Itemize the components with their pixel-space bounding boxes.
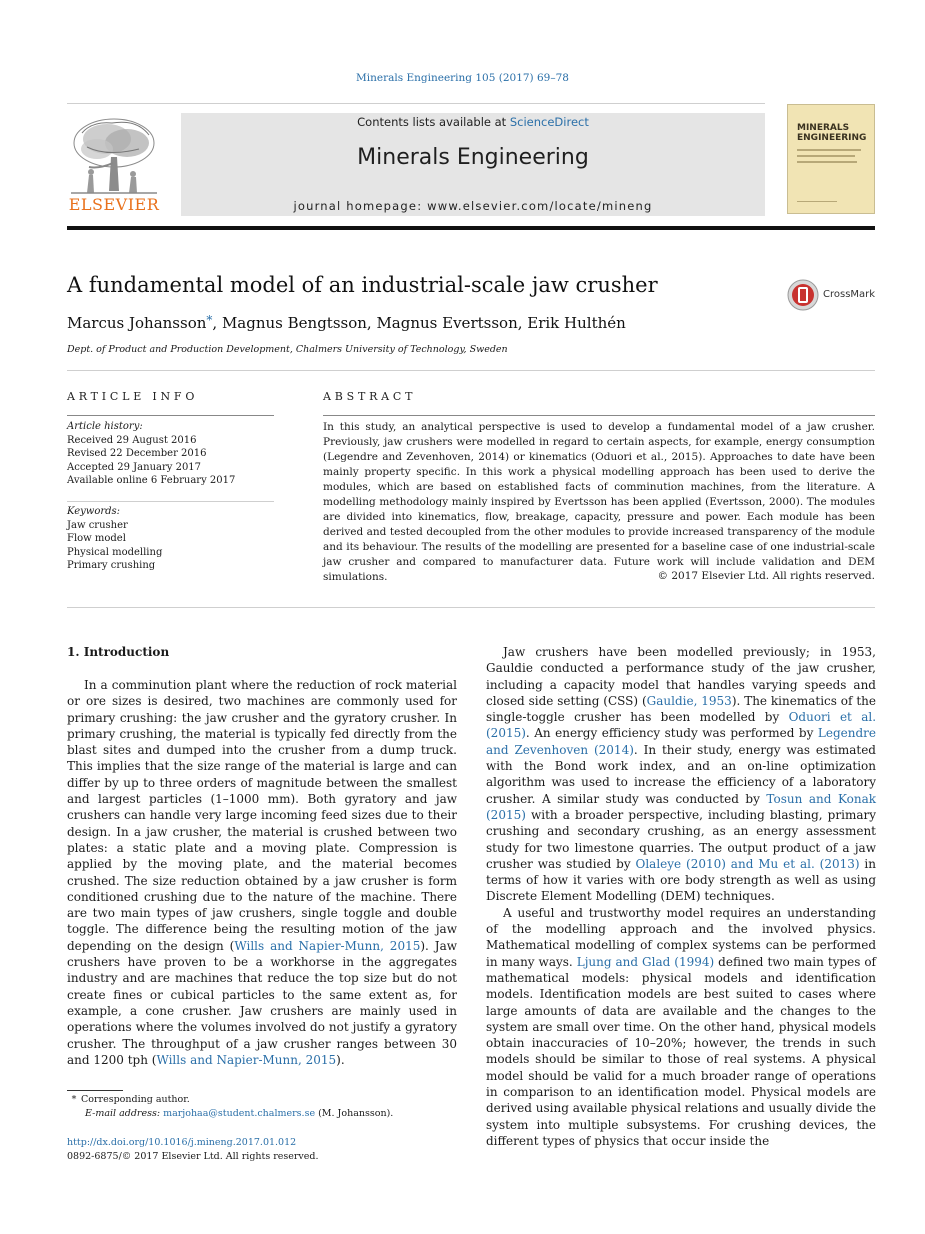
journal-cover-image bbox=[787, 104, 875, 214]
paragraph-text: . An energy efficiency study was performed by bbox=[525, 726, 818, 741]
issn-line: 0892-6875/© 2017 Elsevier Ltd. All rights reserved. bbox=[67, 1151, 319, 1162]
paragraph-text: in terms of how it varies with ore body strength as well as using Discrete Element Modelling (DEM) techniques. bbox=[486, 856, 876, 904]
citation-link[interactable]: Wills and Napier-Munn, 2015 bbox=[234, 938, 421, 953]
citation-link[interactable]: Ljung and Glad (1994) bbox=[576, 954, 715, 969]
cover-decoration bbox=[797, 149, 861, 151]
article-history bbox=[67, 420, 274, 488]
cover-decoration bbox=[797, 155, 855, 157]
section-heading: 1. Introduction bbox=[67, 645, 170, 659]
abstract-text: In this study, an analytical perspective is used to develop a fundamental model of a jaw crusher. Previously, jaw crushers were modelled in regard to certain aspects, for example, energy consumption (Legendre and Zevenhoven, 2014) or kinematics (Oduori et al., 2015). Approaches to date have been mainly property specific. In this work a physical modelling approach has been used to derive the modules, which are based on established facts of comminution machines, from the literature. A modelling methodology mainly inspired by Evertsson has been applied (Evertsson, 2000). The modules are divided into kinematics, flow, breakage, capacity, pressure and power. Each module has been derived and tested decoupled from the other modules to provide increased transparency of the module and its behaviour. The results of the modelling are presented for a baseline case of one industrial-scale jaw crusher and compared to manufacturer data. Future work will include validation and DEM simulations. bbox=[323, 421, 875, 583]
citation-link[interactable]: Wills and Napier-Munn, 2015 bbox=[156, 1052, 337, 1067]
crossmark-badge[interactable] bbox=[787, 279, 877, 311]
citation-link[interactable]: Tosun and Konak (2015) bbox=[486, 791, 876, 822]
keyword: Jaw crusher bbox=[67, 519, 128, 531]
paragraph bbox=[67, 677, 457, 1068]
keywords-label: Keywords: bbox=[67, 506, 121, 517]
cover-title bbox=[797, 123, 866, 143]
journal-reference[interactable]: Minerals Engineering 105 (2017) 69–78 bbox=[356, 72, 569, 84]
body-column-right bbox=[486, 644, 876, 1149]
history-item: Accepted 29 January 2017 bbox=[67, 461, 202, 473]
email-link[interactable]: marjohaa@student.chalmers.se bbox=[163, 1108, 316, 1119]
crossmark-label: CrossMark bbox=[823, 289, 876, 300]
keyword: Physical modelling bbox=[67, 546, 163, 558]
divider bbox=[67, 607, 875, 608]
contents-prefix: Contents lists available at bbox=[357, 115, 510, 129]
paragraph-text: In a comminution plant where the reduction of rock material or ore sizes is desired, two machines are commonly used for primary crushing: the jaw crusher and the gyratory crusher. In primary crushing, the material is typically fed directly from the blast sites and dumped into the crusher from a dump truck. This implies that the size range of the material is large and can differ by up to three orders of magnitude between the smallest and largest particles (1–1000 mm). Both gyratory and jaw crushers can handle very large incoming feed sizes due to their design. In a jaw crusher, the material is crushed between two plates: a static plate and a moving plate. Compression is applied by the moving plate, and the material becomes crushed. The size reduction obtained by a jaw crusher is form conditioned crushing due to the nature of the machine. There are two main types of jaw crushers, single toggle and double toggle. The difference being the resulting motion of the jaw depending on the design ( bbox=[67, 678, 457, 953]
email-line bbox=[67, 1107, 393, 1121]
history-label: Article history: bbox=[67, 421, 143, 432]
abstract-heading: ABSTRACT bbox=[323, 390, 417, 403]
paragraph-text: ). bbox=[336, 1052, 345, 1067]
paragraph-text: . In their study, energy was estimated with the Bond work index, and an on-line optimization algorithm was used to increase the efficiency of a laboratory crusher. A similar study was conducted by bbox=[486, 742, 876, 806]
journal-banner bbox=[181, 113, 765, 216]
footnote-mark: * bbox=[71, 1094, 77, 1105]
corresponding-author-note bbox=[67, 1093, 393, 1107]
paragraph-text: Jaw crushers have been modelled previously; in 1953, Gauldie conducted a performance study of the jaw crusher, including a capacity model that handles varying speeds and closed side setting (CSS) ( bbox=[486, 645, 876, 708]
sciencedirect-link[interactable]: ScienceDirect bbox=[509, 115, 589, 129]
author-name: Marcus Johansson bbox=[67, 314, 207, 332]
doi-block bbox=[67, 1136, 319, 1164]
history-item: Revised 22 December 2016 bbox=[67, 448, 207, 459]
cover-title-line1: MINERALS bbox=[797, 123, 850, 133]
cover-title-line2: ENGINEERING bbox=[797, 133, 867, 143]
divider bbox=[67, 370, 875, 371]
history-item: Available online 6 February 2017 bbox=[67, 475, 236, 486]
history-item: Received 29 August 2016 bbox=[67, 434, 197, 446]
co-authors: , Magnus Bengtsson, Magnus Evertsson, Erik Hulthén bbox=[212, 314, 626, 332]
keyword: Primary crushing bbox=[67, 560, 156, 571]
header-top-rule bbox=[67, 103, 765, 104]
keyword: Flow model bbox=[67, 533, 126, 544]
affiliation: Dept. of Product and Production Development, Chalmers University of Technology, Sweden bbox=[67, 344, 508, 355]
citation-link[interactable]: Olaleye (2010) and Mu et al. (2013) bbox=[635, 856, 860, 871]
email-label: E-mail address: bbox=[85, 1108, 164, 1119]
cover-decoration bbox=[797, 201, 837, 202]
contents-line bbox=[181, 115, 765, 129]
paragraph bbox=[486, 905, 876, 1149]
paragraph-text: ). The kinematics of the single-toggle crusher has been modelled by bbox=[486, 693, 876, 725]
copyright-notice: © 2017 Elsevier Ltd. All rights reserved. bbox=[657, 570, 875, 582]
article-info-heading: ARTICLE INFO bbox=[67, 390, 199, 403]
footnote-label: Corresponding author. bbox=[81, 1094, 190, 1105]
homepage-prefix: journal homepage: bbox=[293, 199, 428, 213]
divider bbox=[67, 501, 274, 502]
author-list bbox=[67, 313, 626, 332]
elsevier-logo bbox=[67, 113, 161, 216]
body-column-left bbox=[67, 677, 457, 1068]
journal-homepage bbox=[181, 199, 765, 213]
keywords bbox=[67, 505, 274, 573]
paragraph bbox=[486, 644, 876, 905]
email-suffix: (M. Johansson). bbox=[315, 1108, 394, 1119]
divider bbox=[67, 415, 274, 416]
doi-link[interactable]: http://dx.doi.org/10.1016/j.mineng.2017.01.012 bbox=[67, 1137, 297, 1148]
citation-link[interactable]: Gauldie, 1953 bbox=[646, 693, 732, 708]
article-title: A fundamental model of an industrial-scale jaw crusher bbox=[67, 273, 658, 297]
paragraph-text: ). Jaw crushers have proven to be a workhorse in the aggregates industry and are machines that reduce the top size but do not create fines or cubical particles to the same extent as, for example, a cone crusher. Jaw crushers are mainly used in operations where the volumes involved do not justify a gyratory crusher. The throughput of a jaw crusher ranges between 30 and 1200 tph ( bbox=[67, 938, 458, 1067]
elsevier-wordmark: ELSEVIER bbox=[68, 195, 160, 214]
journal-title: Minerals Engineering bbox=[357, 145, 589, 170]
cover-decoration bbox=[797, 161, 857, 163]
header-bottom-rule bbox=[67, 226, 875, 230]
crossmark-icon bbox=[787, 279, 819, 311]
citation-link[interactable]: Legendre and Zevenhoven (2014) bbox=[486, 726, 876, 757]
footnote bbox=[67, 1093, 393, 1121]
corresponding-author-mark[interactable]: * bbox=[206, 313, 213, 327]
paragraph-text: A useful and trustworthy model requires an understanding of the modelling approach and the involved physics. Mathematical modelling of complex systems can be performed in many ways. bbox=[486, 905, 876, 969]
citation-link[interactable]: Oduori et al. (2015) bbox=[486, 710, 877, 741]
paragraph-text: defined two main types of mathematical models: physical models and identification models. Identification models are best suited to cases where large amounts of data are available and the changes to the system are small over time. On the other hand, physical models obtain inaccuracies of 10–20%; however, the trends in such models should be similar to those of real systems. A physical model should be valid for a much broader range of operations in comparison to an identification model. Physical models are derived using available physical relations and usually divide the system into multiple subsystems. For crushing devices, the different types of physics that occur inside the bbox=[486, 954, 877, 1148]
divider bbox=[323, 415, 875, 416]
paragraph-text: with a broader perspective, including blasting, primary crushing and secondary crushing, as an energy assessment study for two limestone quarries. The output product of a jaw crusher was studied by bbox=[486, 807, 876, 871]
footnote-rule bbox=[67, 1090, 123, 1091]
homepage-url[interactable]: www.elsevier.com/locate/mineng bbox=[427, 199, 653, 213]
